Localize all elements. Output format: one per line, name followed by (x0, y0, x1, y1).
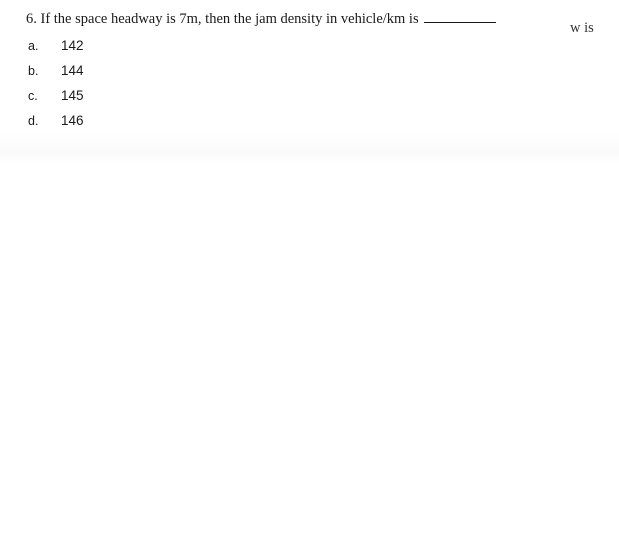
option-value: 142 (61, 38, 84, 53)
option-letter: b. (28, 64, 39, 78)
option-value: 146 (61, 113, 84, 128)
clipped-side-text: w is (570, 20, 594, 36)
option-value: 144 (61, 63, 84, 78)
option-letter: a. (28, 39, 39, 53)
question-text (26, 10, 496, 28)
option-letter: d. (28, 114, 39, 128)
option-letter: c. (28, 89, 38, 103)
question-prompt: 6. If the space headway is 7m, then the jam density in vehicle/km is (26, 11, 423, 27)
answer-blank (424, 10, 496, 23)
option-value: 145 (61, 88, 84, 103)
